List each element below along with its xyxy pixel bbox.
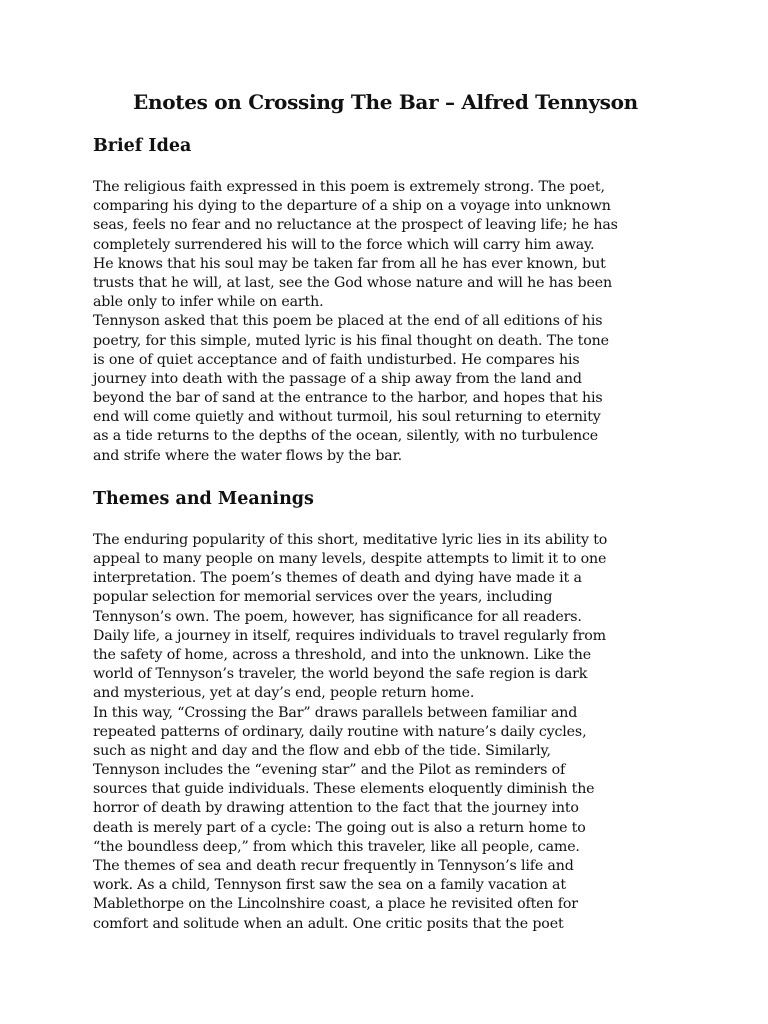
- text-line: Tennyson asked that this poem be placed at the end of all editions of his: [93, 313, 603, 330]
- text-line: popular selection for memorial services over the years, including: [93, 589, 553, 606]
- text-line: The enduring popularity of this short, meditative lyric lies in its ability to: [93, 531, 608, 548]
- text-line: interpretation. The poem’s themes of death and dying have made it a: [93, 570, 582, 587]
- paragraph-brief-idea-2: [93, 312, 678, 466]
- text-line: Daily life, a journey in itself, requires individuals to travel regularly from: [93, 627, 606, 644]
- text-line: world of Tennyson’s traveler, the world beyond the safe region is dark: [93, 666, 588, 683]
- section-heading-themes-and-meanings: Themes and Meanings: [93, 488, 314, 509]
- text-line: The themes of sea and death recur frequently in Tennyson’s life and: [93, 858, 574, 874]
- paragraph-themes-2: [93, 704, 678, 858]
- text-line: sources that guide individuals. These elements eloquently diminish the: [93, 781, 595, 798]
- text-line: repeated patterns of ordinary, daily routine with nature’s daily cycles,: [93, 723, 587, 740]
- text-line: journey into death with the passage of a ship away from the land and: [93, 370, 582, 387]
- text-line: In this way, “Crossing the Bar” draws parallels between familiar and: [93, 704, 578, 721]
- text-line: Tennyson includes the “evening star” and the Pilot as reminders of: [93, 762, 566, 779]
- text-line: comparing his dying to the departure of a ship on a voyage into unknown: [93, 198, 611, 215]
- text-line: work. As a child, Tennyson first saw the sea on a family vacation at: [93, 877, 566, 894]
- text-line: poetry, for this simple, muted lyric is his final thought on death. The tone: [93, 332, 609, 349]
- section-heading-brief-idea: Brief Idea: [93, 136, 192, 156]
- text-line: end will come quietly and without turmoil, his soul returning to eternity: [93, 409, 601, 426]
- text-line: as a tide returns to the depths of the ocean, silently, with no turbulence: [93, 428, 599, 445]
- text-line: and mysterious, yet at day’s end, people return home.: [93, 685, 475, 702]
- text-line: the safety of home, across a threshold, and into the unknown. Like the: [93, 646, 591, 663]
- text-line: Mablethorpe on the Lincolnshire coast, a place he revisited often for: [93, 896, 578, 913]
- text-line: is one of quiet acceptance and of faith undisturbed. He compares his: [93, 351, 580, 368]
- text-line: comfort and solitude when an adult. One critic posits that the poet: [93, 915, 564, 932]
- paragraph-themes-3: [93, 857, 678, 934]
- text-line: death is merely part of a cycle: The going out is also a return home to: [93, 819, 586, 836]
- text-line: He knows that his soul may be taken far from all he has ever known, but: [93, 255, 606, 272]
- text-line: The religious faith expressed in this poem is extremely strong. The poet,: [93, 179, 605, 195]
- text-line: seas, feels no fear and no reluctance at the prospect of leaving life; he has: [93, 217, 618, 234]
- text-line: able only to infer while on earth.: [93, 294, 324, 311]
- paragraph-brief-idea-1: [93, 178, 678, 312]
- paragraph-themes-1: [93, 531, 678, 704]
- text-line: appeal to many people on many levels, despite attempts to limit it to one: [93, 551, 607, 567]
- text-line: such as night and day and the flow and ebb of the tide. Similarly,: [93, 742, 551, 759]
- text-line: trusts that he will, at last, see the God whose nature and will he has been: [93, 274, 612, 291]
- text-line: horror of death by drawing attention to the fact that the journey into: [93, 800, 579, 817]
- text-line: completely surrendered his will to the force which will carry him away.: [93, 236, 595, 253]
- text-line: Tennyson’s own. The poem, however, has significance for all readers.: [93, 608, 582, 625]
- document-title: Enotes on Crossing The Bar – Alfred Tennyson: [133, 90, 638, 114]
- text-line: “the boundless deep,” from which this traveler, like all people, came.: [93, 838, 580, 855]
- text-line: and strife where the water flows by the bar.: [93, 447, 403, 464]
- text-line: beyond the bar of sand at the entrance to the harbor, and hopes that his: [93, 390, 603, 407]
